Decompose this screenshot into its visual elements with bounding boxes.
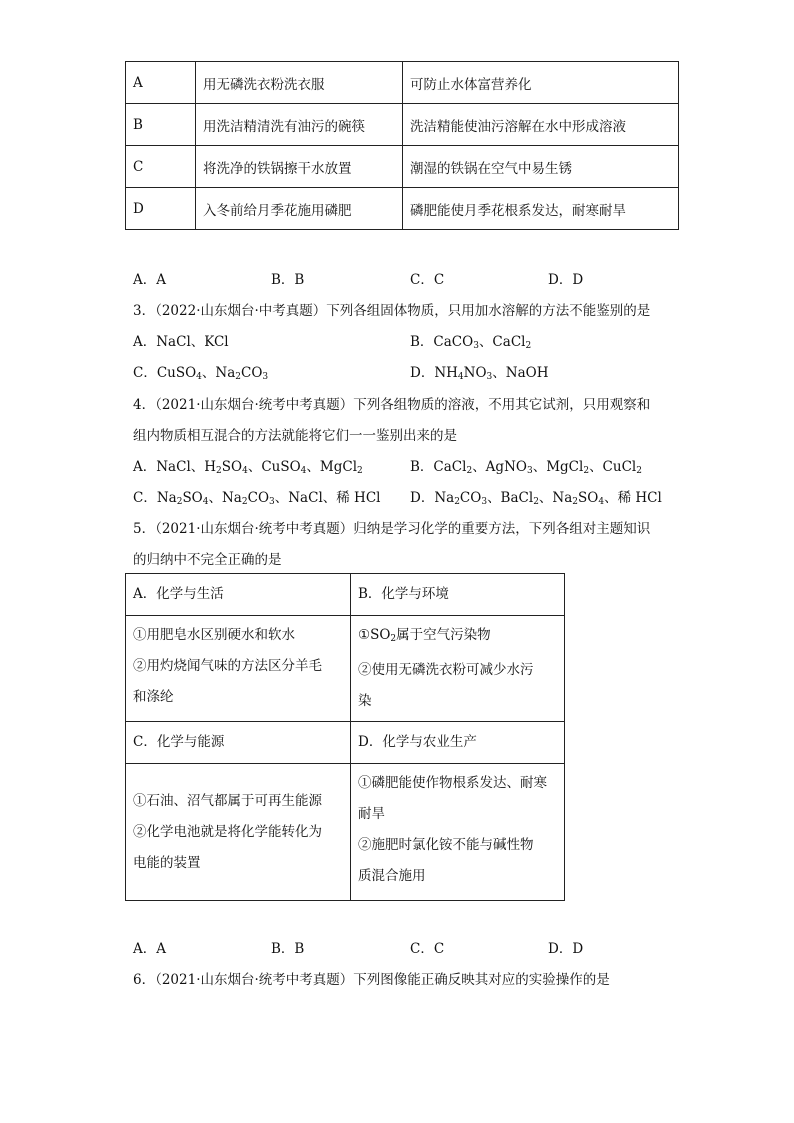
cell-b-body <box>351 616 565 722</box>
cell-a-head: A．化学与生活 <box>126 574 351 616</box>
choice-table-row <box>126 146 679 188</box>
choice-table-row <box>126 104 679 146</box>
choice-cell-reason: 磷肥能使月季花根系发达，耐寒耐旱 <box>403 188 679 230</box>
cell-d-body <box>351 764 565 901</box>
cell-b-line1: $①SO_2$属于空气污染物 <box>358 627 491 644</box>
choice-cell-reason: 潮湿的铁锅在空气中易生锈 <box>403 146 679 188</box>
choice-cell-action: 用洗洁精清洗有油污的碗筷 <box>196 104 403 146</box>
q2-option-c[interactable]: C．C <box>410 272 445 288</box>
choice-table <box>125 61 679 230</box>
q5-option-a[interactable]: A．A <box>133 941 166 957</box>
q3-option-a[interactable]: A．NaCl、KCl <box>133 334 229 350</box>
choice-cell-action: 入冬前给月季花施用磷肥 <box>196 188 403 230</box>
q4-option-d[interactable]: D．$Na_2CO_3$、BaCl$_2$、$Na_2SO_4$、稀 HCl <box>410 490 662 507</box>
cell-a-line1: ①用肥皂水区别硬水和软水 <box>133 627 295 643</box>
choice-cell-key: C <box>126 146 196 188</box>
q3-option-d[interactable]: D．$NH_4NO_3$、NaOH <box>410 365 549 382</box>
choice-cell-action: 用无磷洗衣粉洗衣服 <box>196 62 403 104</box>
choice-cell-key: B <box>126 104 196 146</box>
q4-option-a[interactable]: A．NaCl、$H_2SO_4$、CuSO$_4$、MgCl$_2$ <box>133 459 363 476</box>
q6-stem: 6．（2021·山东烟台·统考中考真题）下列图像能正确反映其对应的实验操作的是 <box>133 972 610 988</box>
q4-option-b[interactable]: B．CaCl$_2$、AgNO$_3$、MgCl$_2$、CuCl$_2$ <box>410 459 642 476</box>
q4-stem-line1: 4．（2021·山东烟台·统考中考真题）下列各组物质的溶液，不用其它试剂，只用观察和 <box>133 397 651 413</box>
q3-option-c[interactable]: C．CuSO$_4$、$Na_2CO_3$ <box>133 365 269 382</box>
q5-option-d[interactable]: D．D <box>548 941 584 957</box>
cell-a-body <box>126 616 351 722</box>
cell-d-line4: 质混合施用 <box>358 868 426 884</box>
choice-cell-key: A <box>126 62 196 104</box>
choice-cell-key: D <box>126 188 196 230</box>
cell-b-head: B．化学与环境 <box>351 574 565 616</box>
cell-d-line3: ②施肥时氯化铵不能与碱性物 <box>358 837 534 853</box>
choice-cell-reason: 洗洁精能使油污溶解在水中形成溶液 <box>403 104 679 146</box>
cell-d-line1: ①磷肥能使作物根系发达、耐寒 <box>358 775 547 791</box>
q5-option-b[interactable]: B．B <box>271 941 305 957</box>
q3-option-b[interactable]: B．CaCO$_3$、CaCl$_2$ <box>410 334 532 351</box>
q5-stem-line2: 的归纳中不完全正确的是 <box>133 552 282 568</box>
q5-stem-line1: 5．（2021·山东烟台·统考中考真题）归纳是学习化学的重要方法，下列各组对主题知识 <box>133 521 651 537</box>
cell-c-body <box>126 764 351 901</box>
cell-a-line3: 和涤纶 <box>133 689 174 705</box>
cell-d-head: D．化学与农业生产 <box>351 722 565 764</box>
cell-b-line2: ②使用无磷洗衣粉可减少水污 <box>358 662 534 678</box>
cell-b-line3: 染 <box>358 693 372 709</box>
summary-table <box>125 573 565 901</box>
q2-option-b[interactable]: B．B <box>271 272 305 288</box>
cell-a-line2: ②用灼烧闻气味的方法区分羊毛 <box>133 658 322 674</box>
cell-c-line3: 电能的装置 <box>133 854 201 871</box>
cell-c-head: C．化学与能源 <box>126 722 351 764</box>
choice-cell-reason: 可防止水体富营养化 <box>403 62 679 104</box>
choice-cell-action: 将洗净的铁锅擦干水放置 <box>196 146 403 188</box>
choice-table-row <box>126 62 679 104</box>
q2-option-a[interactable]: A．A <box>133 272 166 288</box>
cell-c-line1: ①石油、沼气都属于可再生能源 <box>133 792 322 809</box>
choice-table-row <box>126 188 679 230</box>
q2-option-d[interactable]: D．D <box>548 272 584 288</box>
cell-d-line2: 耐旱 <box>358 806 385 822</box>
q5-option-c[interactable]: C．C <box>410 941 445 957</box>
q3-stem: 3．（2022·山东烟台·中考真题）下列各组固体物质，只用加水溶解的方法不能鉴别的是 <box>133 303 651 319</box>
cell-c-line2: ②化学电池就是将化学能转化为 <box>133 823 322 840</box>
q4-stem-line2: 组内物质相互混合的方法就能将它们一一鉴别出来的是 <box>133 428 457 444</box>
q4-option-c[interactable]: C．$Na_2SO_4$、$Na_2CO_3$、NaCl、稀 HCl <box>133 490 381 507</box>
